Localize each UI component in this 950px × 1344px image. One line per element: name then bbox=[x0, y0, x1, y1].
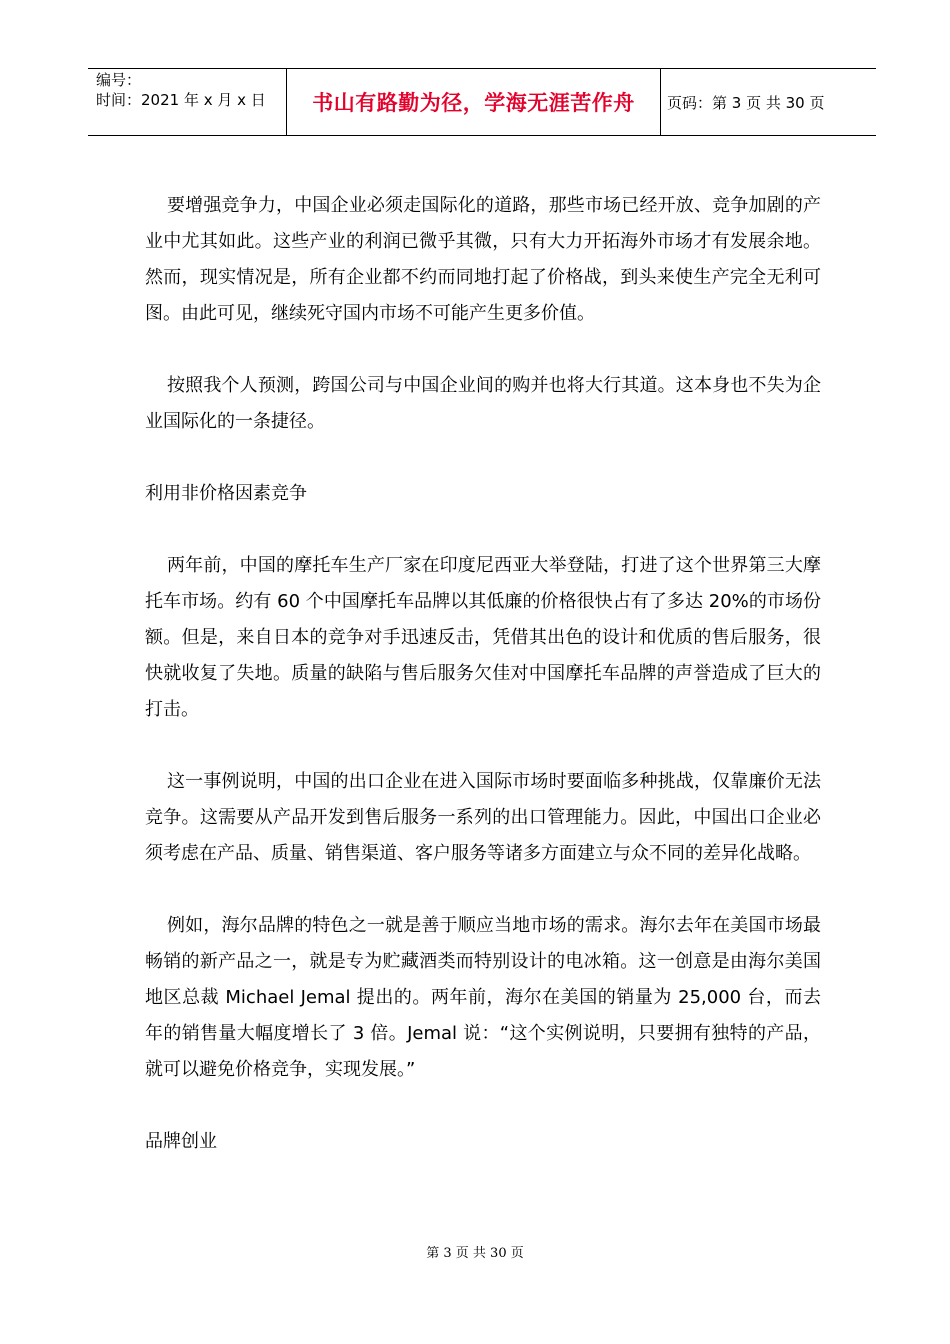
paragraph: 两年前，中国的摩托车生产厂家在印度尼西亚大举登陆，打进了这个世界第三大摩托车市场。约有 60 个中国摩托车品牌以其低廉的价格很快占有了多达 20%的市场份额。但是，来自日本的竞争对手迅速反击，凭借其出色的设计和优质的售后服务，很快就收复了失地。质量的缺陷与售后服务欠佳对中国摩托车品牌的声誉造成了巨大的打击。 bbox=[145, 555, 821, 720]
paragraph-gap bbox=[145, 440, 821, 476]
page-header bbox=[88, 68, 876, 136]
document-body bbox=[145, 188, 821, 1160]
paragraph: 例如，海尔品牌的特色之一就是善于顺应当地市场的需求。海尔去年在美国市场最畅销的新产品之一，就是专为贮藏酒类而特别设计的电冰箱。这一创意是由海尔美国地区总裁 Michael Jemal 提出的。两年前，海尔在美国的销量为 25,000 台，而去年的销售量大幅度增长了 3 倍。Jemal 说：“这个实例说明，只要拥有独特的产品，就可以避免价格竞争，实现发展。” bbox=[145, 915, 821, 1080]
header-page-info: 页码：第 3 页 共 30 页 bbox=[667, 93, 825, 112]
paragraph-gap bbox=[145, 728, 821, 764]
header-motto: 书山有路勤为径，学海无涯苦作舟 bbox=[312, 91, 635, 115]
paragraph: 要增强竞争力，中国企业必须走国际化的道路，那些市场已经开放、竞争加剧的产业中尤其如此。这些产业的利润已微乎其微，只有大力开拓海外市场才有发展余地。然而，现实情况是，所有企业都不约而同地打起了价格战，到头来使生产完全无利可图。由此可见，继续死守国内市场不可能产生更多价值。 bbox=[145, 195, 821, 324]
paragraph: 这一事例说明，中国的出口企业在进入国际市场时要面临多种挑战，仅靠廉价无法竞争。这需要从产品开发到售后服务一系列的出口管理能力。因此，中国出口企业必须考虑在产品、质量、销售渠道、客户服务等诸多方面建立与众不同的差异化战略。 bbox=[145, 771, 821, 864]
section-heading: 品牌创业 bbox=[145, 1131, 217, 1152]
paragraph-gap bbox=[145, 1088, 821, 1124]
paragraph-gap bbox=[145, 332, 821, 368]
header-meta-cell bbox=[88, 69, 287, 135]
page-footer: 第 3 页 共 30 页 bbox=[426, 1246, 524, 1261]
paragraph-gap bbox=[145, 512, 821, 548]
document-number-label: 编号： bbox=[96, 71, 142, 89]
paragraph-gap bbox=[145, 872, 821, 908]
document-date: 时间：2021 年 x 月 x 日 bbox=[96, 91, 266, 109]
header-page-cell bbox=[661, 69, 876, 135]
section-heading: 利用非价格因素竞争 bbox=[145, 483, 307, 504]
paragraph: 按照我个人预测，跨国公司与中国企业间的购并也将大行其道。这本身也不失为企业国际化的一条捷径。 bbox=[145, 375, 821, 432]
header-motto-cell bbox=[287, 69, 661, 135]
